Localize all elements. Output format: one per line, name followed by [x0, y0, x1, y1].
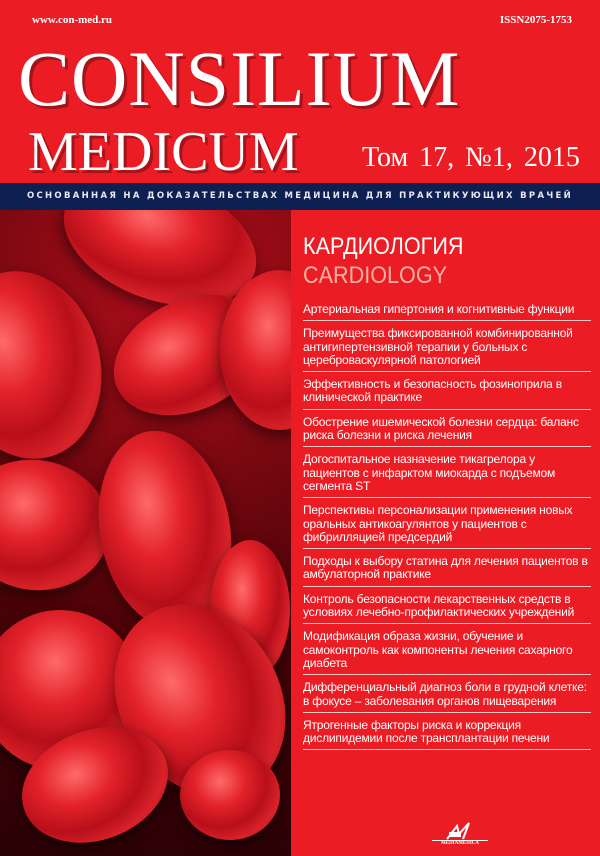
tagline-band: ОСНОВАННАЯ НА ДОКАЗАТЕЛЬСТВАХ МЕДИЦИНА ДЛЯ ПРАКТИКУЮЩИХ ВРАЧЕЙ — [0, 183, 600, 210]
contents-column — [303, 232, 591, 753]
article-item: Дифференциальный диагноз боли в грудной клетке: в фокусе – заболевания органов пищеварения — [303, 678, 591, 713]
article-item: Контроль безопасности лекарственных средств в условиях лечебно-профилактических учреждений — [303, 590, 591, 625]
article-list — [303, 300, 591, 750]
section-title: КАРДИОЛОГИЯ — [303, 233, 464, 260]
publisher-logo — [432, 822, 488, 846]
journal-title: CONSILIUM — [18, 35, 461, 122]
article-item: Эффективность и безопасность фозиноприла в клинической практике — [303, 375, 591, 410]
article-item: Перспективы персонализации применения новых оральных антикоагулянтов у пациентов с фибрилляцией предсердий — [303, 501, 591, 549]
article-item: Преимущества фиксированной комбинированной антигипертензивной терапии у больных с цереброваскулярной патологией — [303, 324, 591, 372]
issue-volume: Том 17, №1, 2015 — [362, 142, 580, 173]
website-url: www.con-med.ru — [32, 14, 113, 26]
publisher-logo-icon — [445, 822, 475, 840]
journal-title-line2: MEDICUM — [28, 121, 299, 183]
article-item: Обострение ишемической болезни сердца: баланс риска болезни и риска лечения — [303, 413, 591, 448]
section-subtitle: CARDIOLOGY — [303, 262, 448, 289]
article-item: Модификация образа жизни, обучение и самоконтроль как компоненты лечения сахарного диабета — [303, 627, 591, 675]
article-item: Подходы к выбору статина для лечения пациентов в амбулаторной практике — [303, 552, 591, 587]
publisher-name: MEDIAMEDICA — [432, 840, 488, 846]
issn: ISSN2075-1753 — [499, 14, 572, 26]
article-item: Догоспитальное назначение тикагрелора у пациентов с инфарктом миокарда с подъемом сегмента ST — [303, 450, 591, 498]
article-item: Ятрогенные факторы риска и коррекция дислипидемии после трансплантации печени — [303, 716, 591, 751]
cover-photo-blood-cells — [0, 210, 291, 856]
article-item: Артериальная гипертония и когнитивные функции — [303, 300, 591, 321]
